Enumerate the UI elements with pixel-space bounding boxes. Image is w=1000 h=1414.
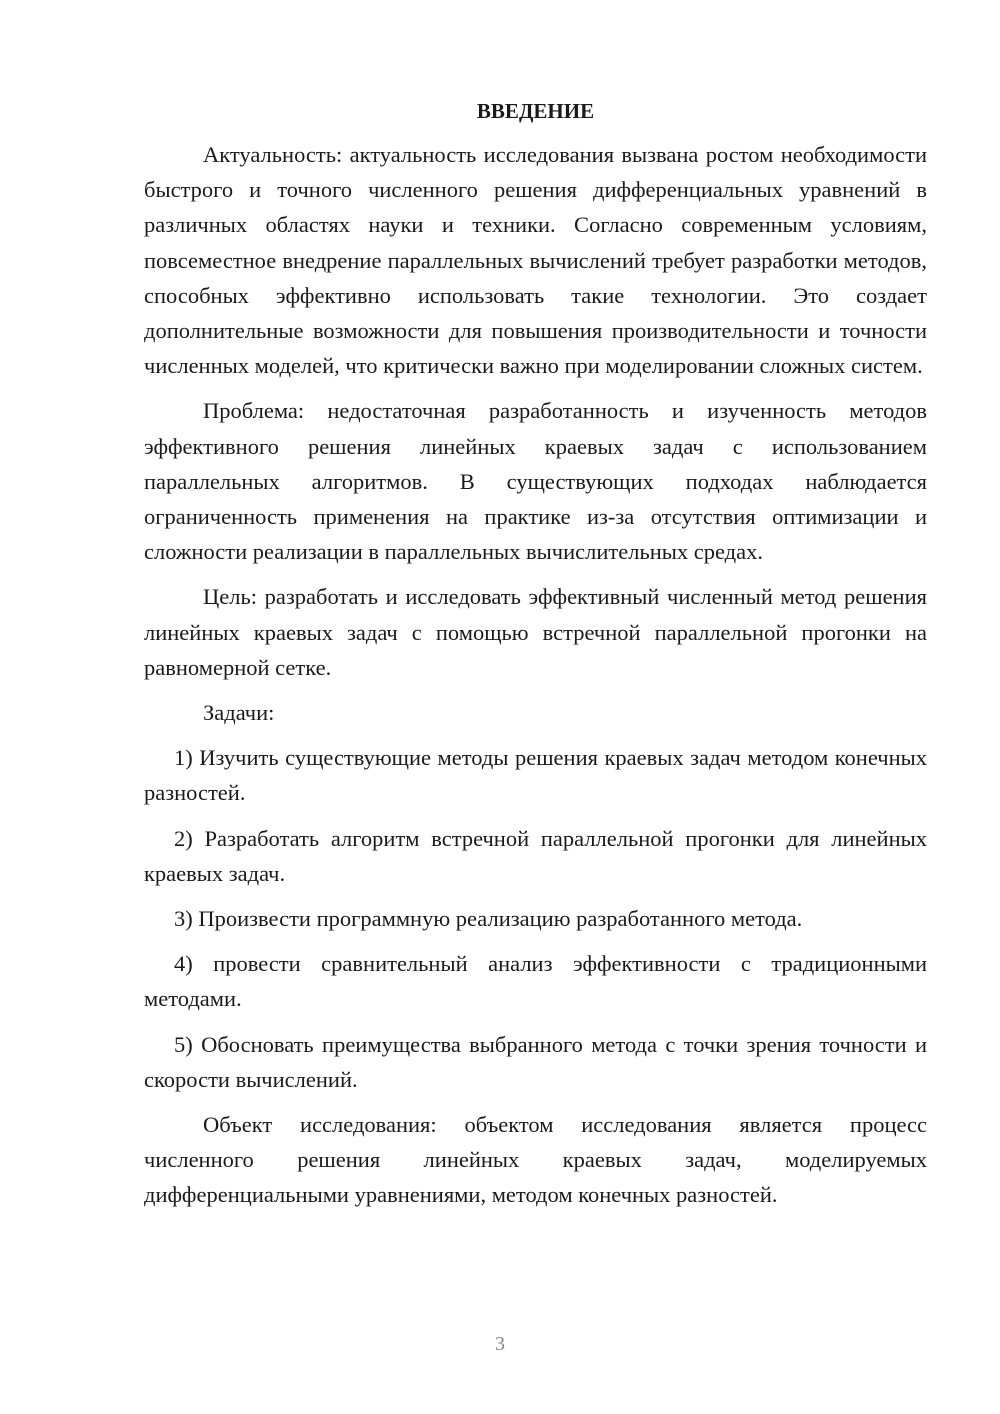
task-item-2: 2) Разработать алгоритм встречной параллельной прогонки для линейных краевых задач. [144, 825, 927, 886]
tasks-list [144, 740, 927, 1097]
paragraph-goal: Цель: разработать и исследовать эффективный численный метод решения линейных краевых задач с помощью встречной параллельной прогонки на равномерной сетке. [144, 584, 927, 680]
page-content [144, 96, 927, 1223]
page-number: 3 [495, 1333, 505, 1355]
task-item-4: 4) провести сравнительный анализ эффективности с традиционными методами. [144, 951, 927, 1012]
task-item-1: 1) Изучить существующие методы решения краевых задач методом конечных разностей. [144, 745, 927, 806]
paragraph-object: Объект исследования: объектом исследования является процесс численного решения линейных краевых задач, моделируемых дифференциальными уравнениями, методом конечных разностей. [144, 1112, 927, 1208]
paragraph-relevance: Актуальность: актуальность исследования вызвана ростом необходимости быстрого и точного численного решения дифференциальных уравнений в различных областях науки и техники. Согласно современным условиям, повсеместное внедрение параллельных вычислений требует разработки методов, способных эффективно использовать такие технологии. Это создает дополнительные возможности для повышения производительности и точности численных моделей, что критически важно при моделировании сложных систем. [144, 142, 927, 379]
task-item-3: 3) Произвести программную реализацию разработанного метода. [174, 906, 803, 932]
page-title: ВВЕДЕНИЕ [476, 99, 595, 123]
paragraph-problem: Проблема: недостаточная разработанность и изученность методов эффективного решения линейных краевых задач с использованием параллельных алгоритмов. В существующих подходах наблюдается ограниченность применения на практике из-за отсутствия оптимизации и сложности реализации в параллельных вычислительных средах. [144, 398, 927, 565]
task-item-5: 5) Обосновать преимущества выбранного метода с точки зрения точности и скорости вычислений. [144, 1031, 927, 1092]
tasks-heading: Задачи: [203, 700, 275, 726]
